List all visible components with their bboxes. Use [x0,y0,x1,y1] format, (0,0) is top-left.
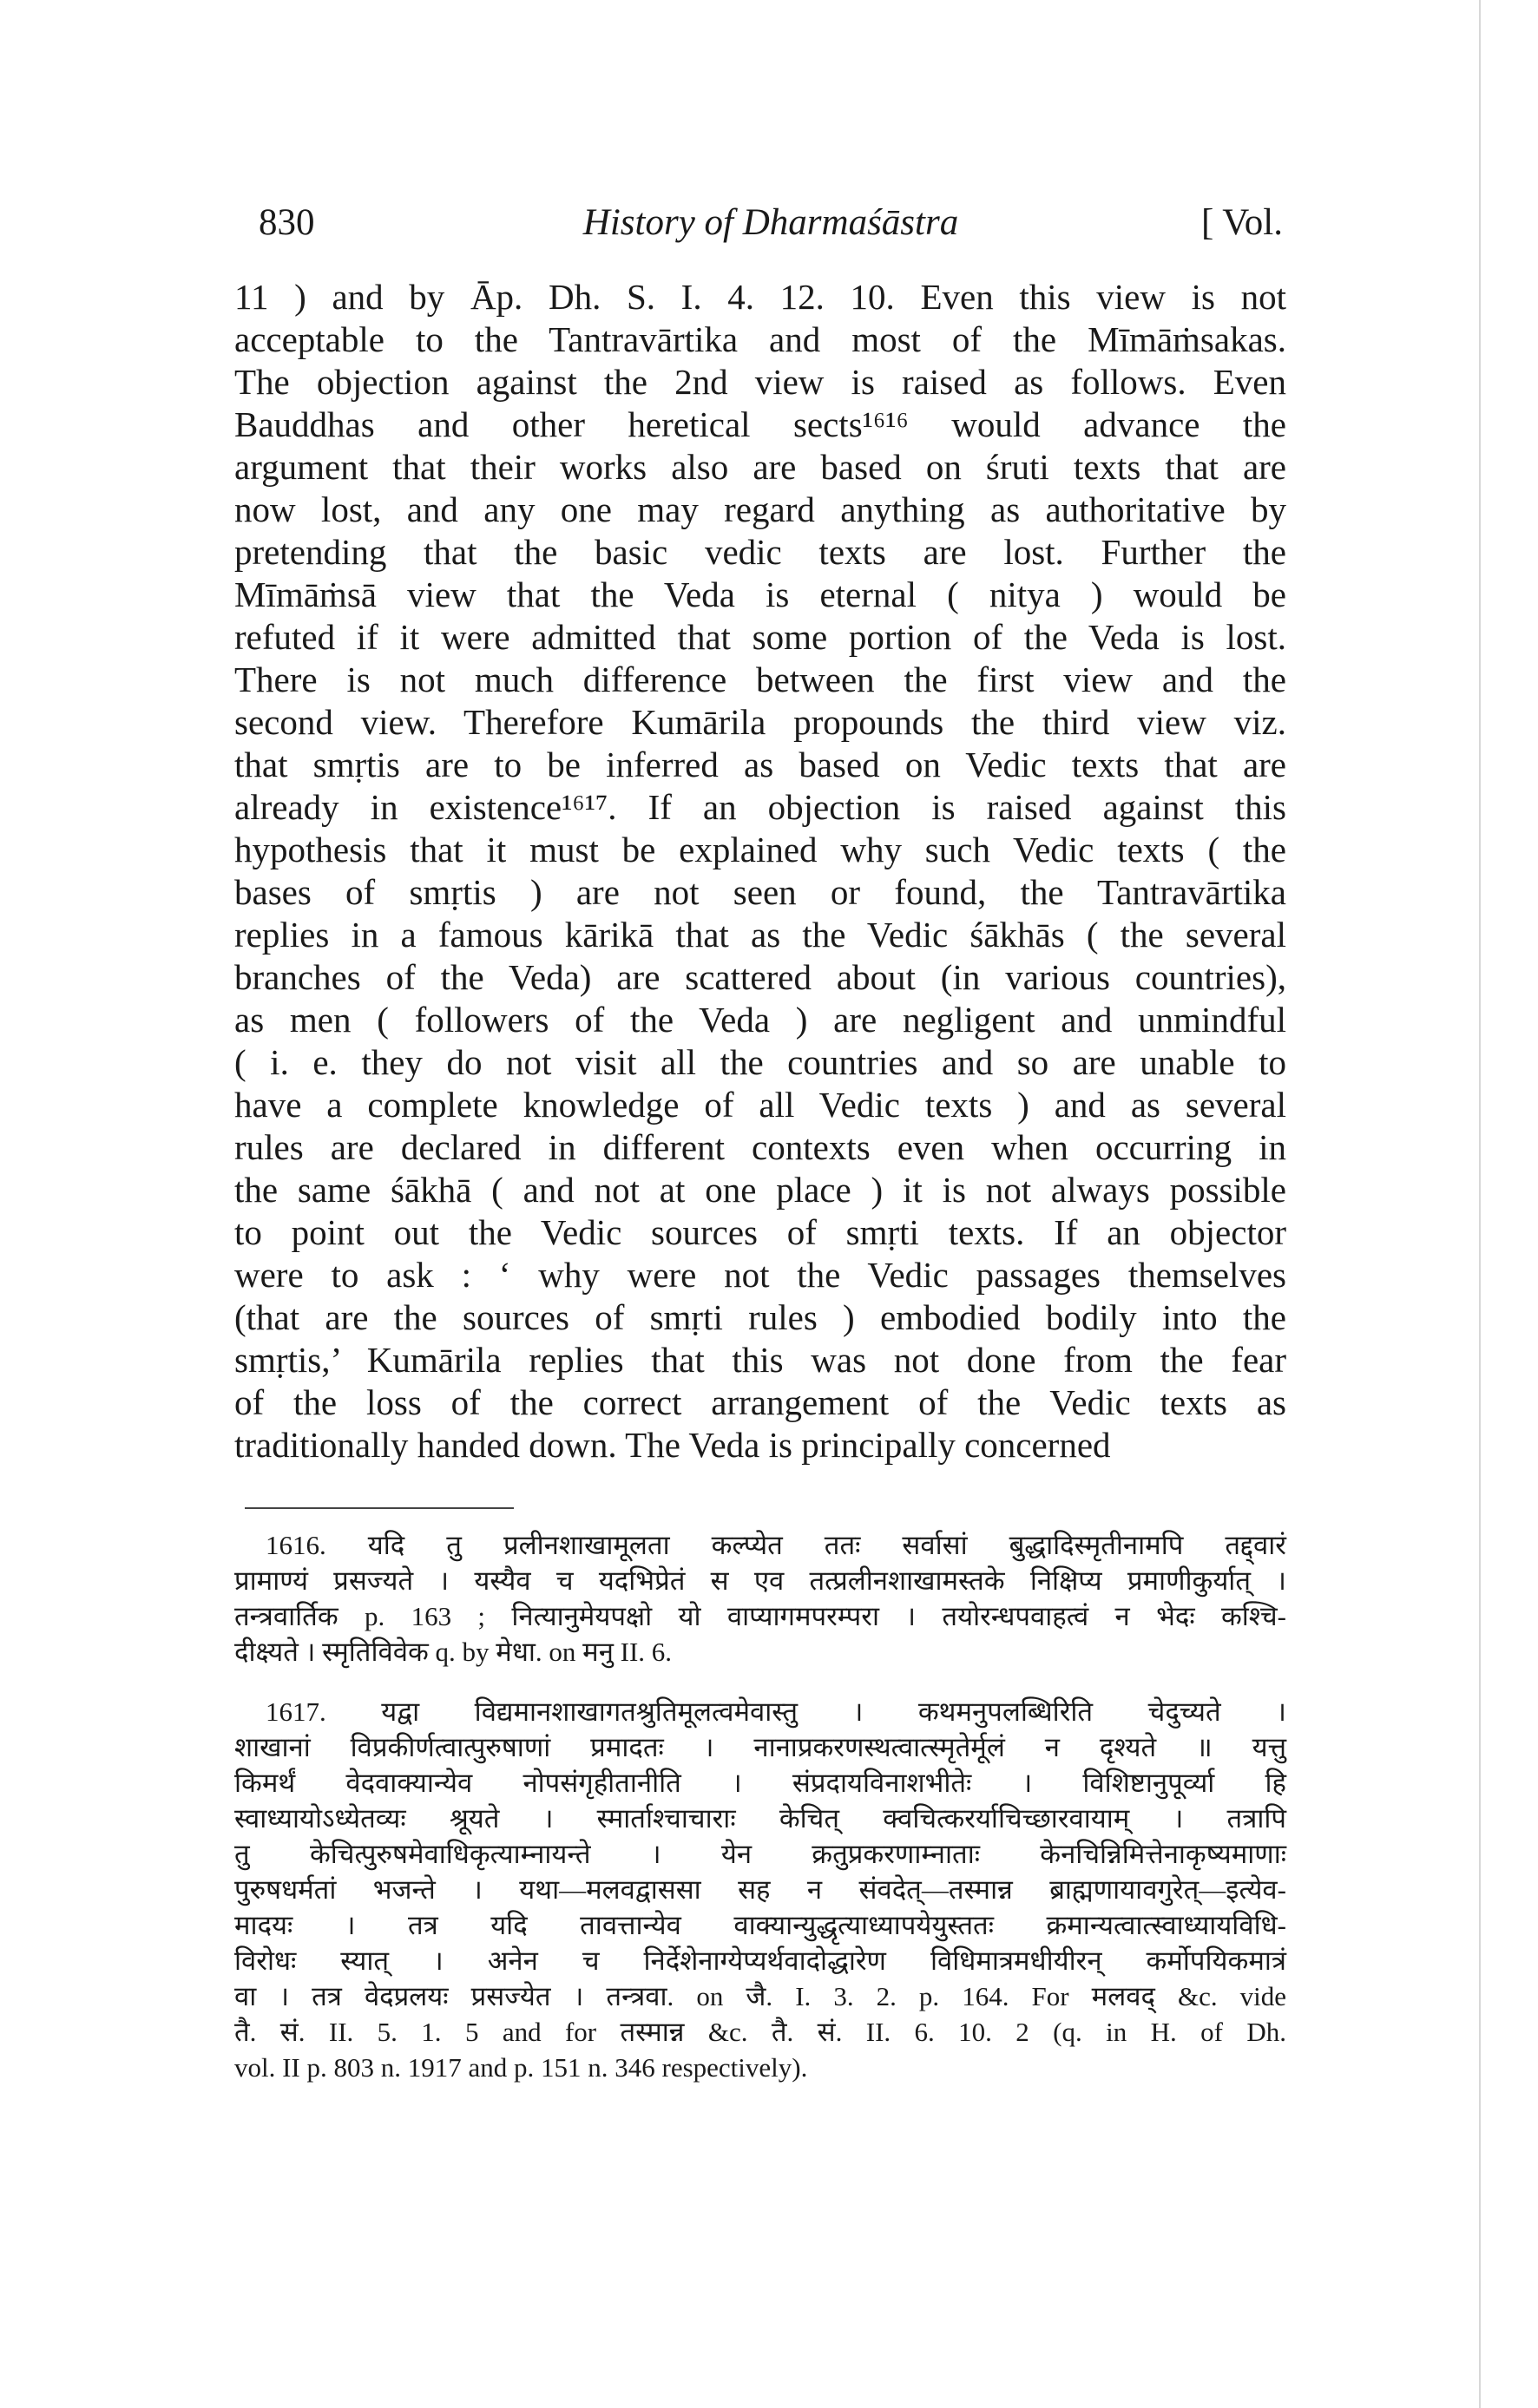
text-line: Mīmāṁsā view that the Veda is eternal ( nitya ) would be [234,574,1286,614]
text-line: ( i. e. they do not visit all the countries and so are unable to [234,1042,1286,1082]
footnote-line: वा । तत्र वेदप्रलयः प्रसज्येत । तन्त्रवा. on जै. I. 3. 2. p. 164. For मलवद् &c. vide [234,1981,1286,2011]
text-line: Bauddhas and other heretical sects¹⁶¹⁶ would advance the [234,404,1286,444]
text-line: now lost, and any one may regard anything as authoritative by [234,489,1286,529]
text-line: pretending that the basic vedic texts are lost. Further the [234,532,1286,572]
text-line: hypothesis that it must be explained why such Vedic texts ( the [234,830,1286,869]
text-line: as men ( followers of the Veda ) are negligent and unmindful [234,1000,1286,1040]
footnote-1616 [234,1527,1286,1670]
text-line: (that are the sources of smṛti rules ) embodied bodily into the [234,1297,1286,1337]
footnote-line: पुरुषधर्मतां भजन्ते । यथा—मलवद्वाससा सह न संवदेत्—तस्मान्न ब्राह्मणायावगुरेत्—इत्येव- [234,1874,1286,1905]
footnote-line: मादयः । तत्र यदि तावत्तान्येव वाक्यान्युद्धृत्याध्यापयेयुस्ततः क्रमान्यत्वात्स्वाध्यायविधि- [234,1910,1286,1940]
text-line: acceptable to the Tantravārtika and most of the Mīmāṁsakas. [234,319,1286,359]
main-text [234,276,1286,1466]
footnote-line: vol. II p. 803 n. 1917 and p. 151 n. 346 respectively). [234,2052,808,2083]
text-line: have a complete knowledge of all Vedic texts ) and as several [234,1085,1286,1125]
text-line: of the loss of the correct arrangement of the Vedic texts as [234,1382,1286,1422]
footnote-1617 [234,1694,1286,2085]
footnote-separator [245,1507,514,1509]
footnote-line: शाखानां विप्रकीर्णत्वात्पुरुषाणां प्रमादतः । नानाप्रकरणस्थत्वात्स्मृतेर्मूलं न दृश्यते ॥ यत्तु [234,1732,1286,1762]
running-title: History of Dharmaśāstra [582,202,959,243]
text-line: already in existence¹⁶¹⁷. If an objection is raised against this [234,787,1286,827]
text-line: the same śākhā ( and not at one place ) it is not always possible [234,1170,1286,1210]
text-line: rules are declared in different contexts even when occurring in [234,1127,1286,1167]
footnote-line: दीक्ष्यते । स्मृतिविवेक q. by मेधा. on मनु II. 6. [234,1637,673,1667]
text-line: were to ask : ‘ why were not the Vedic passages themselves [234,1255,1286,1295]
text-line: to point out the Vedic sources of smṛti texts. If an objector [234,1212,1286,1252]
text-line: that smṛtis are to be inferred as based on Vedic texts that are [234,745,1286,784]
footnote-line: किमर्थं वेदवाक्यान्येव नोपसंगृहीतानीति । संप्रदायविनाशभीतेः । विशिष्टानुपूर्व्या हि [234,1768,1286,1798]
text-line: bases of smṛtis ) are not seen or found, the Tantravārtika [234,872,1286,912]
footnote-line: स्वाध्यायोऽध्येतव्यः श्रूयते । स्मार्ताश्चाचाराः केचित् क्वचित्करर्याचिच्छारवायाम् । तत्रापि [234,1803,1286,1834]
text-line: The objection against the 2nd view is raised as follows. Even [234,362,1286,402]
footnote-line: 1617. यद्वा विद्यमानशाखागतश्रुतिमूलत्वमेवास्तु । कथमनुपलब्धिरिति चेदुच्यते । [266,1696,1286,1727]
footnote-line: विरोधः स्यात् । अनेन च निर्देशेनाग्येप्यर्थवादोद्धारेण विधिमात्रमधीयीरन् कर्मोपयिकमात्रं [234,1945,1286,1976]
page-number: 830 [259,202,315,243]
volume-marker: [ Vol. [1201,202,1283,243]
text-line: smṛtis,’ Kumārila replies that this was not done from the fear [234,1340,1286,1380]
text-line: argument that their works also are based on śruti texts that are [234,447,1286,487]
text-line: traditionally handed down. The Veda is principally concerned [234,1425,1111,1465]
footnote-line: तन्त्रवार्तिक p. 163 ; नित्यानुमेयपक्षो यो वाप्यागमपरम्परा । तयोरन्धपवाहत्वं न भेदः कश्चि- [234,1601,1286,1631]
footnote-line: तु केचित्पुरुषमेवाधिकृत्याम्नायन्ते । येन क्रतुप्रकरणाम्नाताः केनचिन्निमित्तेनाकृष्यमाणाः [234,1839,1286,1869]
footnote-line: 1616. यदि तु प्रलीनशाखामूलता कल्प्येत ततः सर्वासां बुद्धादिस्मृतीनामपि तद्द्वारं [266,1530,1286,1560]
text-line: 11 ) and by Āp. Dh. S. I. 4. 12. 10. Even this view is not [234,277,1286,317]
page-header [259,201,1283,253]
page-edge-shadow [1479,0,1481,2408]
text-line: There is not much difference between the first view and the [234,659,1286,699]
footnote-line: तै. सं. II. 5. 1. 5 and for तस्मान्न &c. तै. सं. II. 6. 10. 2 (q. in H. of Dh. [234,2017,1286,2047]
text-line: second view. Therefore Kumārila propounds the third view viz. [234,702,1286,742]
footnote-line: प्रामाण्यं प्रसज्यते । यस्यैव च यदभिप्रेतं स एव तत्प्रलीनशाखामस्तके निक्षिप्य प्रमाणीकुर्यात् । [234,1565,1286,1596]
text-line: refuted if it were admitted that some portion of the Veda is lost. [234,617,1286,657]
text-line: replies in a famous kārikā that as the Vedic śākhās ( the several [234,915,1286,955]
text-line: branches of the Veda) are scattered about (in various countries), [234,957,1286,997]
